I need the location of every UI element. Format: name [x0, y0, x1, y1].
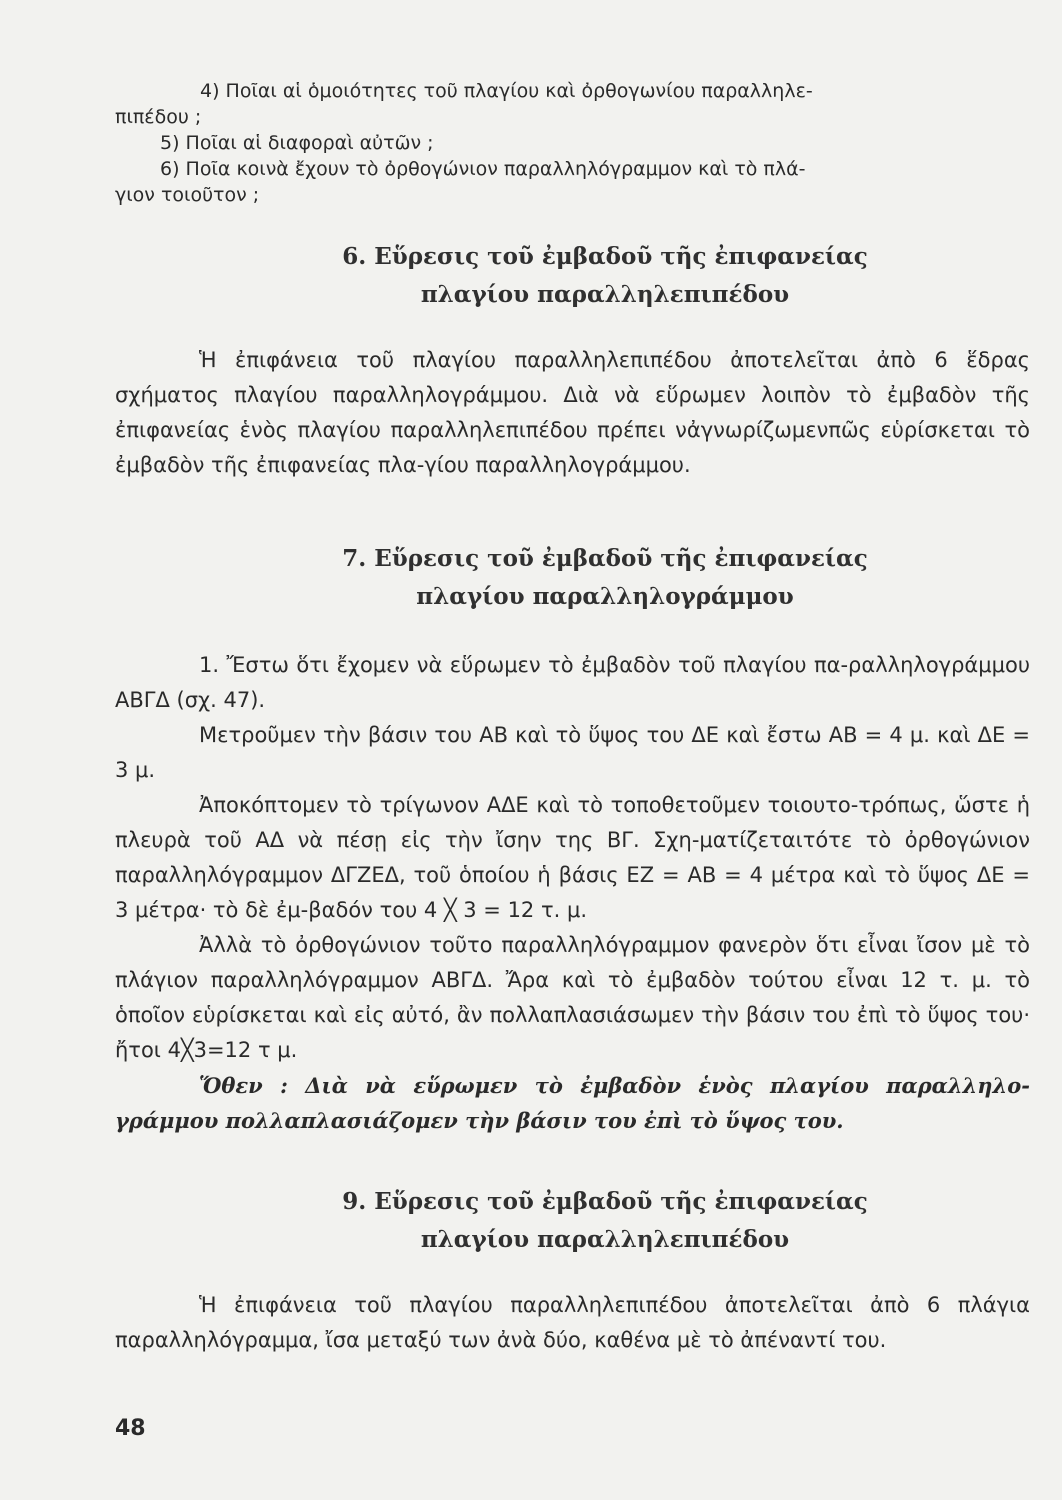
section-7-rule: Ὅθεν : Διὰ νὰ εὕρωμεν τὸ ἐμβαδὸν ἑνὸς πλαγίου παραλληλο-γράμμου πολλαπλασιάζομεν τὴν βάσιν του ἐπὶ τὸ ὕψος του.: [115, 1073, 1030, 1133]
section-7-paragraph-1: 1. Ἔστω ὅτι ἔχομεν νὰ εὕρωμεν τὸ ἐμβαδὸν τοῦ πλαγίου πα-ραλληλογράμμου ΑΒΓΔ (σχ. 47).: [115, 653, 1030, 712]
section-9-body: [115, 1288, 1030, 1358]
section-7-body: [115, 648, 1030, 1138]
review-questions: [115, 78, 1030, 208]
section-6-heading: [115, 238, 1015, 314]
section-6-paragraph: Ἡ ἐπιφάνεια τοῦ πλαγίου παραλληλεπιπέδου ἀποτελεῖται ἀπὸ 6 ἕδρας σχήματος πλαγίου παραλληλογράμμου. Διὰ νὰ εὕρωμεν λοιπὸν τὸ ἐμβαδὸν τῆς ἐπιφανείας ἑνὸς πλαγίου παραλληλεπιπέδου πρέπει νἀγνωρίζωμενπῶς εὑρίσκεται τὸ ἐμβαδὸν τῆς ἐπιφανείας πλα-γίου παραλληλογράμμου.: [115, 348, 1030, 477]
section-7-paragraph-2: Μετροῦμεν τὴν βάσιν του ΑΒ καὶ τὸ ὕψος του ΔΕ καὶ ἔστω ΑΒ = 4 μ. καὶ ΔΕ = 3 μ.: [115, 723, 1030, 782]
section-7-title: 7. Εὕρεσις τοῦ ἐμβαδοῦ τῆς ἐπιφανείας: [342, 545, 868, 572]
question-4-continuation: πιπέδου ;: [115, 106, 202, 128]
section-7-paragraph-3: Ἀποκόπτομεν τὸ τρίγωνον ΑΔΕ καὶ τὸ τοποθετοῦμεν τοιουτο-τρόπως, ὥστε ἡ πλευρὰ τοῦ ΑΔ νὰ πέσῃ εἰς τὴν ἴσην της ΒΓ. Σχη-ματίζεταιτότε τὸ ὀρθογώνιον παραλληλόγραμμον ΔΓΖΕΔ, τοῦ ὁποίου ἡ βάσις ΕΖ = ΑΒ = 4 μέτρα καὶ τὸ ὕψος ΔΕ = 3 μέτρα· τὸ δὲ ἐμ-βαδόν του 4 ╳ 3 = 12 τ. μ.: [115, 793, 1030, 922]
section-9-heading: [115, 1183, 1015, 1259]
section-7-heading: [115, 540, 1015, 616]
section-9-subtitle: πλαγίου παραλληλεπιπέδου: [420, 1226, 790, 1253]
question-4: 4) Ποῖαι αἱ ὁμοιότητες τοῦ πλαγίου καὶ ὀρθογωνίου παραλληλε-: [200, 80, 813, 102]
question-6-continuation: γιον τοιοῦτον ;: [115, 184, 260, 206]
section-9-paragraph: Ἡ ἐπιφάνεια τοῦ πλαγίου παραλληλεπιπέδου ἀποτελεῖται ἀπὸ 6 πλάγια παραλληλόγραμμα, ἴσα μεταξύ των ἀνὰ δύο, καθένα μὲ τὸ ἀπέναντί του.: [115, 1293, 1030, 1352]
section-6-subtitle: πλαγίου παραλληλεπιπέδου: [420, 281, 790, 308]
question-5: 5) Ποῖαι αἱ διαφοραὶ αὐτῶν ;: [160, 132, 434, 154]
section-9-title: 9. Εὕρεσις τοῦ ἐμβαδοῦ τῆς ἐπιφανείας: [342, 1188, 868, 1215]
section-7-subtitle: πλαγίου παραλληλογράμμου: [416, 583, 794, 610]
section-6-body: [115, 343, 1030, 483]
section-7-paragraph-4: Ἀλλὰ τὸ ὀρθογώνιον τοῦτο παραλληλόγραμμον φανερὸν ὅτι εἶναι ἴσον μὲ τὸ πλάγιον παραλληλόγραμμον ΑΒΓΔ. Ἄρα καὶ τὸ ἐμβαδὸν τούτου εἶναι 12 τ. μ. τὸ ὁποῖον εὑρίσκεται καὶ εἰς αὐτό, ἂν πολλαπλασιάσωμεν τὴν βάσιν του ἐπὶ τὸ ὕψος του· ἤτοι 4╳3=12 τ μ.: [115, 933, 1030, 1062]
section-6-title: 6. Εὕρεσις τοῦ ἐμβαδοῦ τῆς ἐπιφανείας: [342, 243, 868, 270]
question-6: 6) Ποῖα κοινὰ ἔχουν τὸ ὀρθογώνιον παραλληλόγραμμον καὶ τὸ πλά-: [160, 158, 806, 180]
page-number: 48: [115, 1416, 146, 1441]
